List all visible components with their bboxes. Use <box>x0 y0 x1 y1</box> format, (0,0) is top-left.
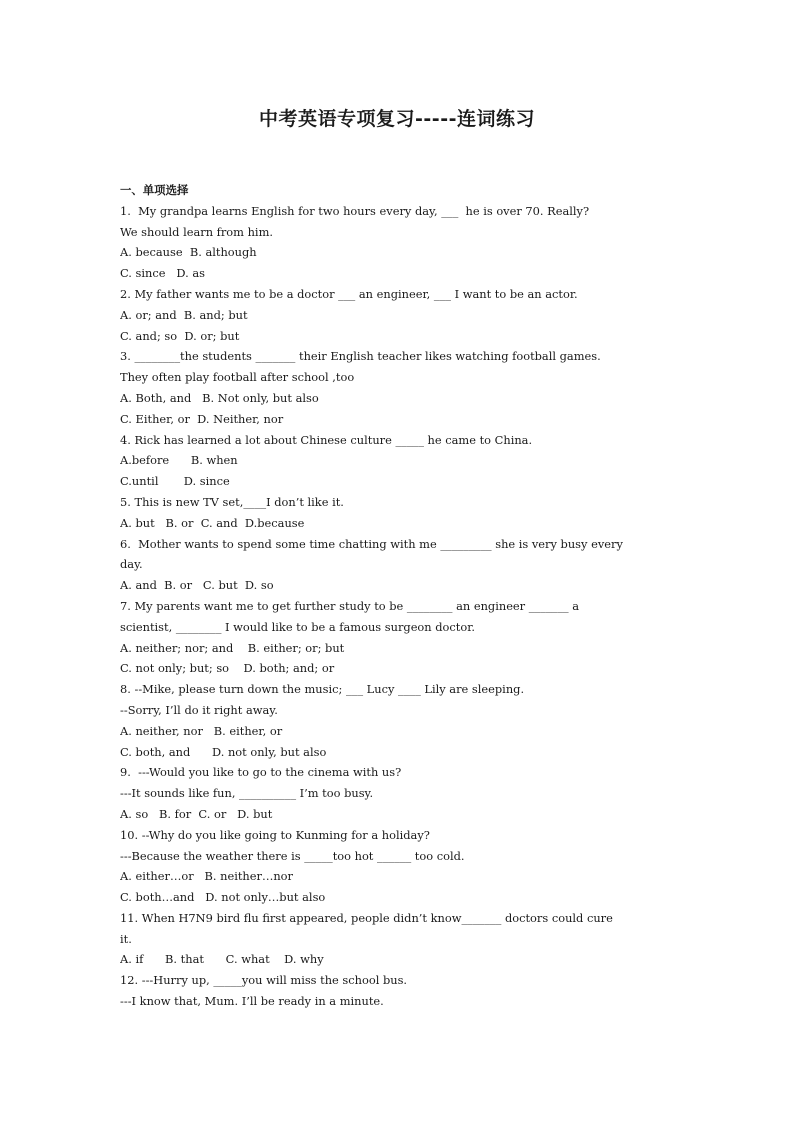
option-line: A. either…or B. neither…nor <box>120 869 293 884</box>
option-line: C. Either, or D. Neither, nor <box>120 411 284 426</box>
section-heading: 一、单项选择 <box>120 183 189 197</box>
option-line: C. and; so D. or; but <box>120 328 240 343</box>
option-line: A. neither, nor B. either, or <box>120 723 283 738</box>
text-line: it. <box>120 931 132 946</box>
option-line: C. both, and D. not only, but also <box>120 744 327 759</box>
text-line: They often play football after school ,too <box>120 370 355 385</box>
text-line: 7. My parents want me to get further study to be ________ an engineer _______ a <box>120 598 580 613</box>
option-line: C. both…and D. not only…but also <box>120 890 326 905</box>
text-line: 4. Rick has learned a lot about Chinese culture _____ he came to China. <box>120 432 533 447</box>
text-line: 6. Mother wants to spend some time chatting with me _________ she is very busy every <box>120 536 623 551</box>
option-line: A. and B. or C. but D. so <box>120 578 274 593</box>
text-line: ---I know that, Mum. I’ll be ready in a minute. <box>120 994 384 1009</box>
option-line: A. neither; nor; and B. either; or; but <box>120 640 345 655</box>
page-title: 中考英语专项复习-----连词练习 <box>259 108 535 130</box>
text-line: scientist, ________ I would like to be a famous surgeon doctor. <box>120 619 476 634</box>
text-line: 5. This is new TV set,____I don’t like it. <box>120 494 344 509</box>
option-line: A. but B. or C. and D.because <box>120 515 305 530</box>
text-line: 12. ---Hurry up, _____you will miss the school bus. <box>120 973 408 988</box>
text-line: day. <box>120 557 143 572</box>
option-line: A. so B. for C. or D. but <box>120 806 273 821</box>
option-line: A.before B. when <box>120 453 238 468</box>
option-line: C.until D. since <box>120 474 230 489</box>
text-line: ---It sounds like fun, __________ I’m too busy. <box>120 786 374 801</box>
text-line: 3. ________the students _______ their English teacher likes watching football games. <box>120 349 601 364</box>
text-line: 9. ---Would you like to go to the cinema with us? <box>120 765 402 780</box>
text-line: We should learn from him. <box>120 224 273 239</box>
text-line: --Sorry, I’ll do it right away. <box>120 702 278 717</box>
option-line: A. Both, and B. Not only, but also <box>120 390 319 405</box>
option-line: A. because B. although <box>120 245 257 260</box>
option-line: C. not only; but; so D. both; and; or <box>120 661 335 676</box>
text-line: ---Because the weather there is _____too hot ______ too cold. <box>120 848 465 863</box>
option-line: A. if B. that C. what D. why <box>120 952 324 967</box>
text-line: 10. --Why do you like going to Kunming for a holiday? <box>120 827 430 842</box>
option-line: A. or; and B. and; but <box>120 307 248 322</box>
option-line: C. since D. as <box>120 266 205 281</box>
text-line: 8. --Mike, please turn down the music; ___ Lucy ____ Lily are sleeping. <box>120 682 525 697</box>
text-line: 2. My father wants me to be a doctor ___ an engineer, ___ I want to be an actor. <box>120 286 578 301</box>
exercise-content <box>120 180 682 1012</box>
text-line: 1. My grandpa learns English for two hours every day, ___ he is over 70. Really? <box>120 203 590 218</box>
text-line: 11. When H7N9 bird flu first appeared, people didn’t know_______ doctors could cure <box>120 910 613 925</box>
